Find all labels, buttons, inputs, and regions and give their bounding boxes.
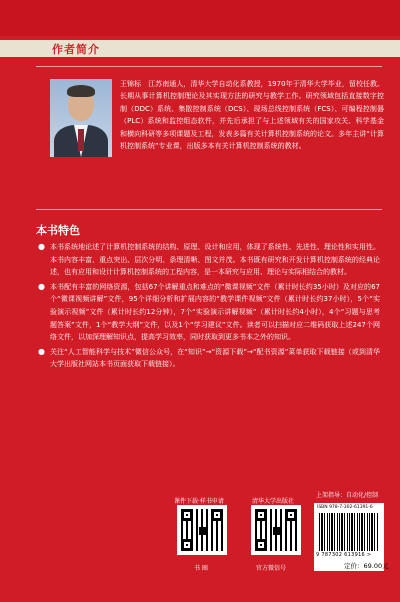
price-label: 定价：69.00元 [344, 562, 389, 570]
barcode-icon [319, 513, 379, 551]
author-divider-bottom [36, 209, 382, 210]
author-section-header [0, 40, 400, 57]
feature-item [36, 346, 380, 371]
top-band [0, 0, 400, 36]
qr-caption-left: 课件下载·样书申请 [174, 498, 224, 505]
barcode-panel [314, 503, 389, 571]
author-photo [50, 79, 112, 157]
feature-text: 本书系统地论述了计算机控制系统的结构、原理、设计和应用，体现了系统性、先进性、理论性和实用性。本书内容丰富、重点突出、层次分明、条理清晰、图文并茂。本书既有研究和开发计算机控制系统的经典论述，也有应用和设计计算机控制系统的工程内容，是一本研究与应用、理论与实际相结合的教材。 [50, 243, 380, 277]
author-section-title: 作者简介 [52, 43, 100, 56]
isbn-text: ISBN 978-7-302-61391-6 [317, 505, 373, 510]
bullet-icon: ● [38, 242, 45, 251]
qr-code-shuquan-icon[interactable] [178, 506, 226, 554]
features-list [36, 241, 380, 373]
feature-item [36, 241, 380, 279]
qr-code-wechat-icon[interactable] [252, 506, 300, 554]
feature-item [36, 281, 380, 344]
author-divider-top [36, 66, 382, 67]
feature-text: 关注“人工智能科学与技术”微信公众号，在“知识”→“资源下载”→“配书资源”菜单获取下载链接（或到清华大学出版社网站本书页面获取下载链接）。 [50, 347, 380, 369]
feature-text: 本书配有丰富的网络资源，包括67个讲解重点和难点的“微课视频”文件（累计时长约35小时）及对应的67个“微课视频讲解”文件，95个详细分析和扩展内容的“教学课件视频”文件（累计时长约37小时），5个“实验演示视频”文件（累计时长约12分钟），7个“实验演示讲解视频”（累计时长约4小时），4个“习题与思考题答案”文件，1个“教学大纲”文件，以及1个“学习建议”文件。读者可以扫描对应二维码获取上述247个网络文件，以加深理解知识点，提高学习效率，同时获取到更多书本之外的知识。 [50, 282, 380, 342]
author-bio: 王锦标 江苏南通人，清华大学自动化系教授，1970年于清华大学毕业，留校任教。长期从事计算机控制理论及其实现方法的研究与教学工作。研究领域包括直接数字控制（DDC）系统、集散控制系统（DCS）、现场总线控制系统（FCS）、可编程控制器（PLC）系统和监控组态软件，并先后承担了与上述领域有关的国家攻关、科学基金和横向科研等多项课题及工程，发表多篇有关计算机控制系统的论文。多年主讲“计算机控制系统”专业课，出版多本有关计算机控制系统的教材。 [120, 80, 384, 151]
barcode-digits: 9 787302 613916 > [316, 552, 372, 558]
features-title: 本书特色 [36, 224, 80, 237]
qr-label-left: 书 圈 [194, 565, 208, 572]
bullet-icon: ● [38, 281, 45, 291]
qr-caption-right: 清华大学出版社 [252, 498, 295, 505]
bullet-icon: ● [38, 346, 45, 356]
shelving-category: 上架指导：自动化/控制 [316, 492, 379, 499]
qr-label-right: 官方微信号 [256, 565, 287, 572]
